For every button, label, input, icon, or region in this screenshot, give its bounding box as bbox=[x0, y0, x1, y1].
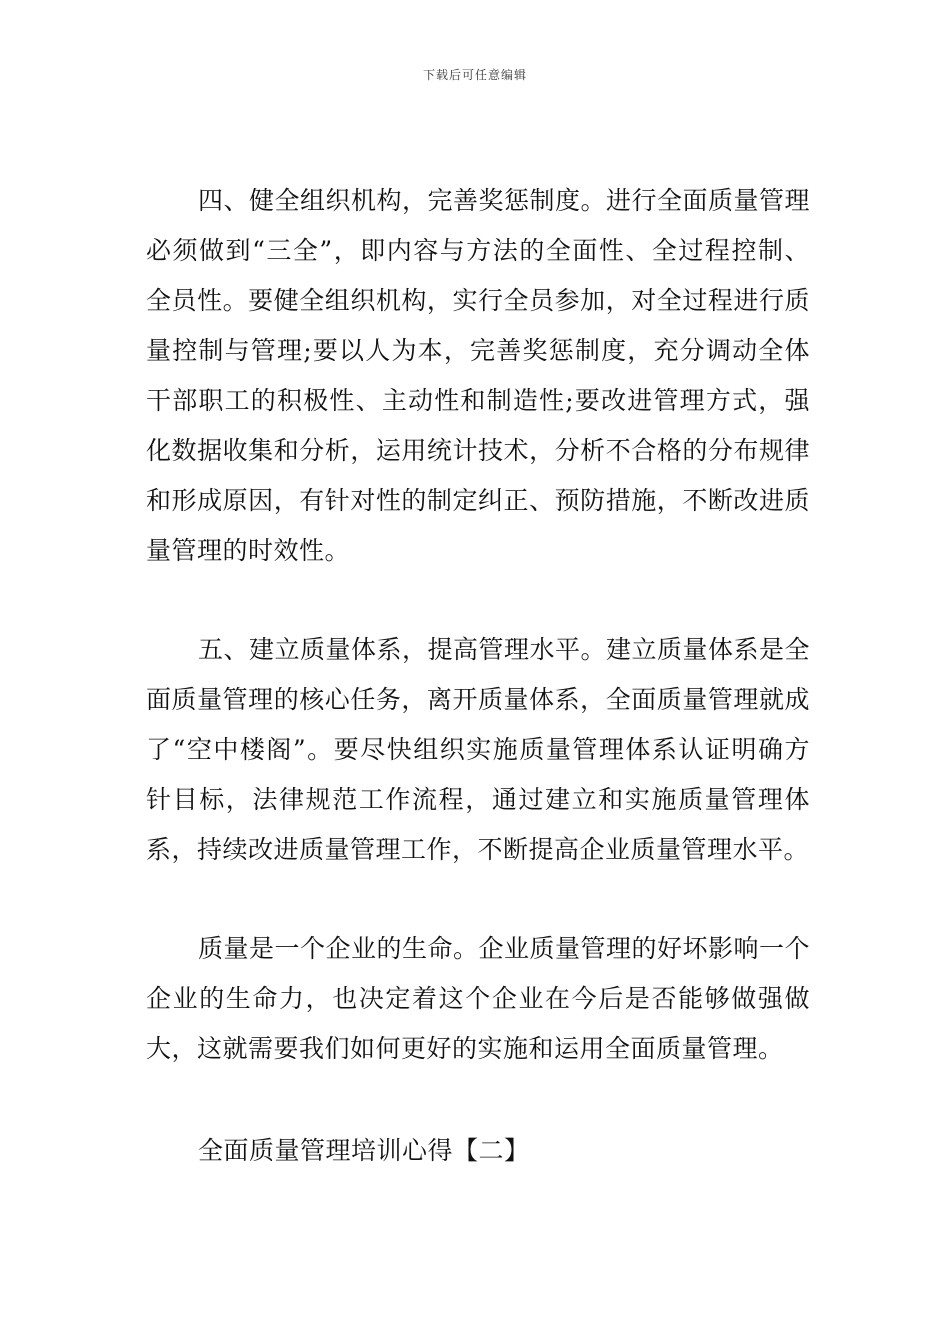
paragraph-quality-system: 五、建立质量体系，提高管理水平。建立质量体系是全面质量管理的核心任务，离开质量体系，全面质量管理就成了“空中楼阁”。要尽快组织实施质量管理体系认证明确方针目标，法律规范工作流程，通过建立和实施质量管理体系，持续改进质量管理工作，不断提高企业质量管理水平。 bbox=[146, 635, 811, 864]
section-title: 全面质量管理培训心得【二】 bbox=[198, 1136, 530, 1165]
paragraph-conclusion: 质量是一个企业的生命。企业质量管理的好坏影响一个企业的生命力，也决定着这个企业在今后是否能够做强做大，这就需要我们如何更好的实施和运用全面质量管理。 bbox=[146, 934, 811, 1063]
paragraph-organization: 四、健全组织机构，完善奖惩制度。进行全面质量管理必须做到“三全”，即内容与方法的全面性、全过程控制、全员性。要健全组织机构，实行全员参加，对全过程进行质量控制与管理;要以人为本，完善奖惩制度，充分调动全体干部职工的积极性、主动性和制造性;要改进管理方式，强化数据收集和分析，运用统计技术，分析不合格的分布规律和形成原因，有针对性的制定纠正、预防措施，不断改进质量管理的时效性。 bbox=[146, 186, 811, 565]
document-body bbox=[146, 176, 810, 1176]
page-header-note: 下载后可任意编辑 bbox=[422, 68, 527, 82]
